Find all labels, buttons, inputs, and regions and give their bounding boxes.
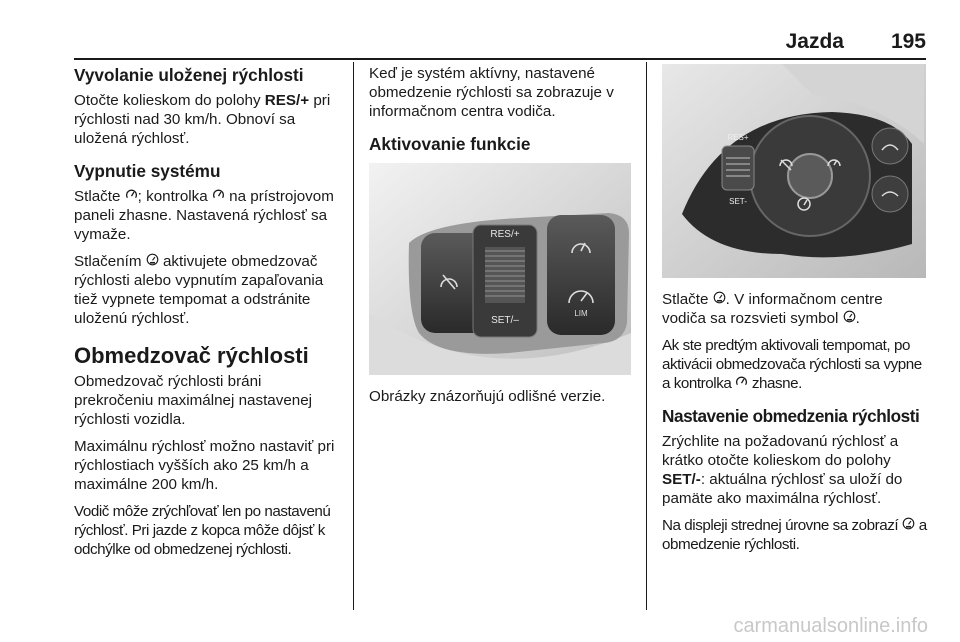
- paragraph-active: Keď je systém aktívny, nastavené obmedzenie rýchlosti sa zobrazuje v informačnom centra vodiča.: [369, 65, 614, 120]
- heading-speed-limiter: Obmedzovač rýchlosti: [74, 343, 309, 368]
- page-number: 195: [890, 30, 926, 53]
- set-label: SET/-: [662, 471, 701, 488]
- heading-setting-limit: Nastavenie obmedzenia rýchlosti: [662, 406, 920, 426]
- speed-limiter-icon: [843, 309, 856, 328]
- text: Ak ste predtým aktivovali tempomat, po aktivácii obmedzovača rýchlosti sa vypne a kontrolka: [662, 337, 922, 392]
- watermark: carmanualsonline.info: [733, 615, 928, 637]
- steering-wheel-controls-figure-2: [662, 64, 926, 278]
- text: zhasne.: [748, 375, 802, 392]
- speed-limiter-icon: [713, 290, 726, 309]
- res-label: RES/+: [264, 92, 310, 109]
- paragraph-off-1: [74, 187, 342, 244]
- speed-limiter-icon: [902, 516, 915, 535]
- res-label: RES+: [727, 133, 749, 142]
- set-label: SET-: [729, 197, 747, 206]
- set-label: SET/–: [491, 315, 519, 326]
- text: Na displeji strednej úrovne sa zobrazí: [662, 517, 902, 534]
- paragraph-limiter-2: Maximálnu rýchlosť možno nastaviť pri rýchlostiach vyšších ako 25 km/h a maximálne 200 km/h.: [74, 438, 335, 493]
- text: Stlačte: [74, 188, 125, 205]
- paragraph-press: [662, 290, 928, 328]
- column-1: [74, 64, 342, 567]
- text: a obmedzenie rýchlosti.: [662, 517, 927, 553]
- text: Zrýchlite na požadovanú rýchlosť a krátko otočte kolieskom do polohy: [662, 433, 899, 469]
- heading-switch-off: Vypnutie systému: [74, 161, 221, 181]
- paragraph-recall: [74, 91, 342, 148]
- header-rule: [74, 58, 926, 60]
- paragraph-previous: [662, 336, 928, 393]
- thumbwheel: [485, 247, 525, 303]
- steering-wheel-controls-figure-1: [369, 163, 631, 375]
- text: .: [855, 310, 860, 327]
- column-divider-1: [353, 62, 354, 610]
- text: aktivujete obmedzovač rýchlosti alebo vypnutím zapaľovania tiež vypnete tempomat a odstránite uloženú rýchlosť.: [74, 253, 324, 327]
- section-title: Jazda: [785, 30, 844, 53]
- column-divider-2: [646, 62, 647, 610]
- column-3: [662, 64, 928, 562]
- text: : aktuálna rýchlosť sa uloží do pamäte ako maximálna rýchlosť.: [662, 471, 903, 507]
- cruise-control-icon: [125, 187, 138, 206]
- text: Otočte kolieskom do polohy: [74, 92, 265, 109]
- res-label: RES/+: [490, 229, 520, 240]
- text: . V informačnom centre vodiča sa rozsvieti symbol: [662, 291, 883, 327]
- text: Stlačte: [662, 291, 713, 308]
- text: ; kontrolka: [137, 188, 212, 205]
- figure-caption: Obrázky znázorňujú odlišné verzie.: [369, 388, 606, 405]
- heading-activation: Aktivovanie funkcie: [369, 134, 531, 154]
- cruise-control-icon: [735, 374, 748, 393]
- text: pri rýchlosti nad 30 km/h. Obnoví sa uložená rýchlosť.: [74, 92, 331, 147]
- column-2: [369, 64, 631, 414]
- paragraph-limiter-1: Obmedzovač rýchlosti bráni prekročeniu maximálnej nastavenej rýchlosti vozidla.: [74, 373, 313, 428]
- paragraph-limiter-3: Vodič môže zrýchľovať len po nastavenú rýchlosť. Pri jazde z kopca môže dôjsť k odchýlke od obmedzenej rýchlosti.: [74, 503, 331, 558]
- heading-recall-speed: Vyvolanie uloženej rýchlosti: [74, 65, 304, 85]
- paragraph-set: [662, 432, 928, 508]
- cruise-control-icon: [212, 187, 225, 206]
- paragraph-off-2: [74, 252, 342, 328]
- text: na prístrojovom paneli zhasne. Nastavená rýchlosť sa vymaže.: [74, 188, 334, 243]
- paragraph-display: [662, 516, 928, 554]
- text: Stlačením: [74, 253, 146, 270]
- page-header: [74, 30, 926, 60]
- speed-limiter-icon: [146, 252, 159, 271]
- lim-label: LIM: [574, 309, 588, 318]
